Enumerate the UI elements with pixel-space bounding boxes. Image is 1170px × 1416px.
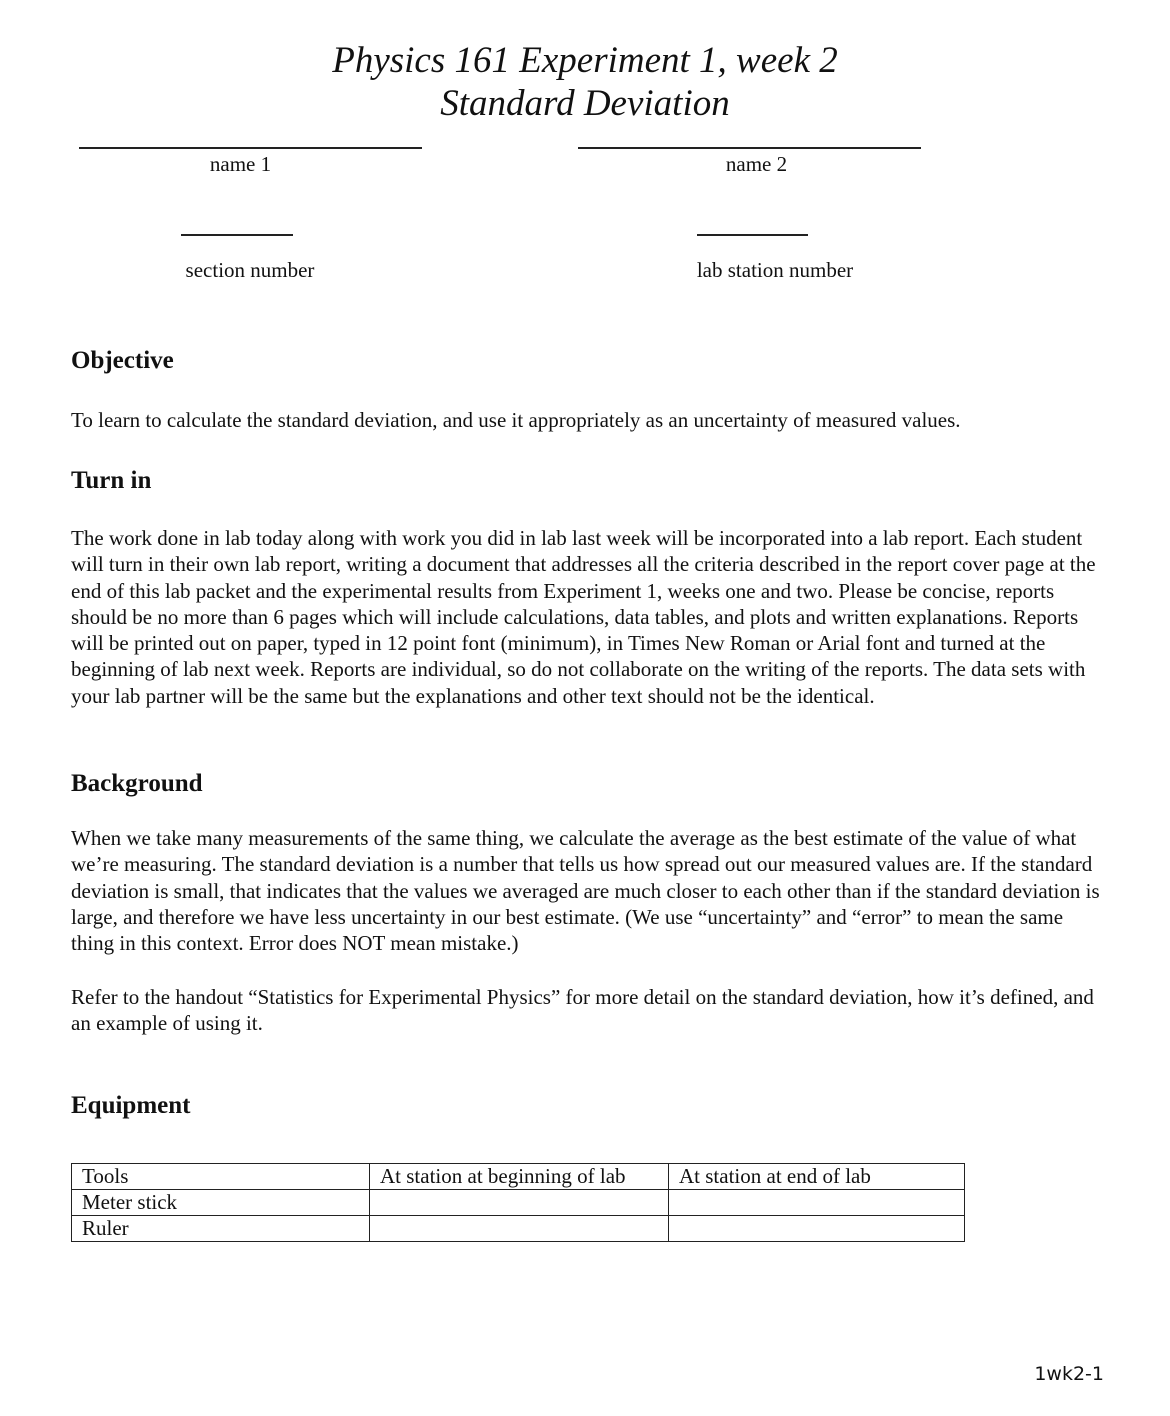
turn-in-heading: Turn in — [71, 467, 152, 494]
name2-label: name 2 — [725, 152, 788, 176]
column-header-end: At station at end of lab — [669, 1164, 965, 1190]
document-subtitle: Standard Deviation — [440, 83, 730, 124]
table-row — [72, 1190, 965, 1216]
section-label: section number — [185, 258, 315, 282]
tool-name-cell: Ruler — [72, 1216, 370, 1242]
table-header-row — [72, 1164, 965, 1190]
beginning-checkbox-cell[interactable] — [370, 1190, 669, 1216]
objective-heading: Objective — [71, 347, 174, 374]
column-header-beginning: At station at beginning of lab — [370, 1164, 669, 1190]
lab-station-label: lab station number — [696, 258, 854, 282]
end-checkbox-cell[interactable] — [669, 1216, 965, 1242]
turn-in-text: The work done in lab today along with work you did in lab last week will be incorporated into a lab report. Each student will turn in their own lab report, writing a document that addresses all the criteria described in the report cover page at the end of this lab packet and the experimental results from Experiment 1, weeks one and two. Please be concise, reports should be no more than 6 pages which will include calculations, data tables, and plots and written explanations. Reports will be printed out on paper, typed in 12 point font (minimum), in Times New Roman or Arial font and turned at the beginning of lab next week. Reports are individual, so do not collaborate on the writing of the reports. The data sets with your lab partner will be the same but the explanations and other text should not be the identical. — [71, 526, 1096, 708]
background-paragraph-2: Refer to the handout “Statistics for Experimental Physics” for more detail on the standard deviation, how it’s defined, and an example of using it. — [71, 985, 1094, 1036]
column-header-tools: Tools — [72, 1164, 370, 1190]
equipment-heading: Equipment — [71, 1092, 191, 1119]
name2-line — [578, 147, 921, 149]
objective-text: To learn to calculate the standard deviation, and use it appropriately as an uncertainty of measured values. — [71, 408, 961, 432]
name1-line — [79, 147, 422, 149]
name1-label: name 1 — [209, 152, 272, 176]
equipment-table — [71, 1163, 965, 1242]
background-paragraph-1: When we take many measurements of the same thing, we calculate the average as the best estimate of the value of what we’re measuring. The standard deviation is a number that tells us how spread out our measured values are. If the standard deviation is small, that indicates that the values we averaged are much closer to each other than if the standard deviation is large, and therefore we have less uncertainty in our best estimate. (We use “uncertainty” and “error” to mean the same thing in this context. Error does NOT mean mistake.) — [71, 826, 1100, 956]
section-line — [181, 234, 293, 236]
lab-station-line — [697, 234, 808, 236]
tool-name-cell: Meter stick — [72, 1190, 370, 1216]
table-row — [72, 1216, 965, 1242]
beginning-checkbox-cell[interactable] — [370, 1216, 669, 1242]
end-checkbox-cell[interactable] — [669, 1190, 965, 1216]
page-number: 1wk2-1 — [1034, 1363, 1104, 1385]
background-heading: Background — [71, 770, 203, 797]
document-title: Physics 161 Experiment 1, week 2 — [332, 40, 838, 81]
